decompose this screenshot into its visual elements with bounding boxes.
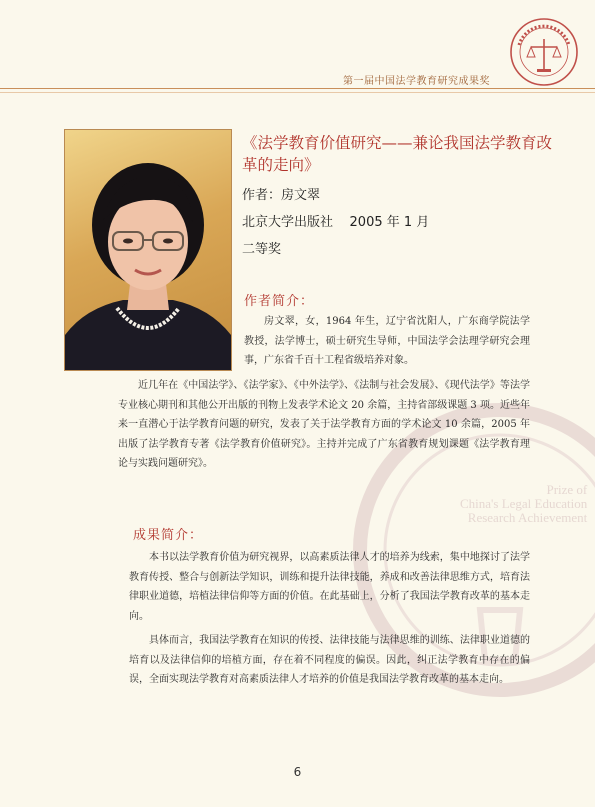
author-photo	[64, 129, 232, 371]
watermark-text: Prize of China's Legal Education Research Achievement	[460, 482, 588, 525]
author-line: 作者：房文翠	[242, 188, 321, 203]
author-intro-paragraph-1: 房文翠，女，1964 年生，辽宁省沈阳人，广东商学院法学教授，法学博士，硕士研究生导师，中国法学会法理学研究会理事，广东省千百十工程省级培养对象。	[244, 316, 530, 366]
series-label: 第一届中国法学教育研究成果奖	[343, 76, 490, 87]
award-seal-logo	[509, 17, 579, 87]
publisher-line: 北京大学出版社 2005 年 1 月	[242, 215, 430, 230]
result-intro-heading: 成果简介：	[133, 528, 204, 543]
page-number: 6	[293, 765, 302, 779]
author-intro-paragraph-2: 近几年在《中国法学》、《法学家》、《中外法学》、《法制与社会发展》、《现代法学》等法学专业核心期刊和其他公开出版的刊物上发表学术论文 20 余篇，主持省部级课题 3 项。近些年来一直潜心于法学教育问题的研究，发表了关于法学教育方面的学术论文 10 余篇，2005 年出版了法学教育专著《法学教育价值研究》。主持并完成了广东省教育规划课题《法学教育理论与实践问题研究》。	[118, 380, 530, 469]
author-intro-heading: 作者简介：	[244, 294, 315, 309]
header-rule	[0, 88, 595, 89]
result-intro-paragraph-2: 具体而言，我国法学教育在知识的传授、法律技能与法律思维的训练、法律职业道德的培育以及法律信仰的培植方面，存在着不同程度的偏误。因此，纠正法学教育中存在的偏误，全面实现法学教育对高素质法律人才培养的价值是我国法学教育改革的基本走向。	[129, 635, 530, 685]
result-intro-paragraph-1: 本书以法学教育价值为研究视界，以高素质法律人才的培养为线索，集中地探讨了法学教育传授、整合与创新法学知识，训练和提升法律技能，养成和改善法律思维方式，培育法律职业道德，培植法律信仰等方面的价值。在此基础上，分析了我国法学教育改革的基本走向。	[129, 552, 530, 622]
work-title: 《法学教育价值研究——兼论我国法学教育改革的走向》	[242, 134, 553, 174]
prize-level: 二等奖	[242, 242, 282, 257]
header-rule-secondary	[0, 92, 595, 93]
